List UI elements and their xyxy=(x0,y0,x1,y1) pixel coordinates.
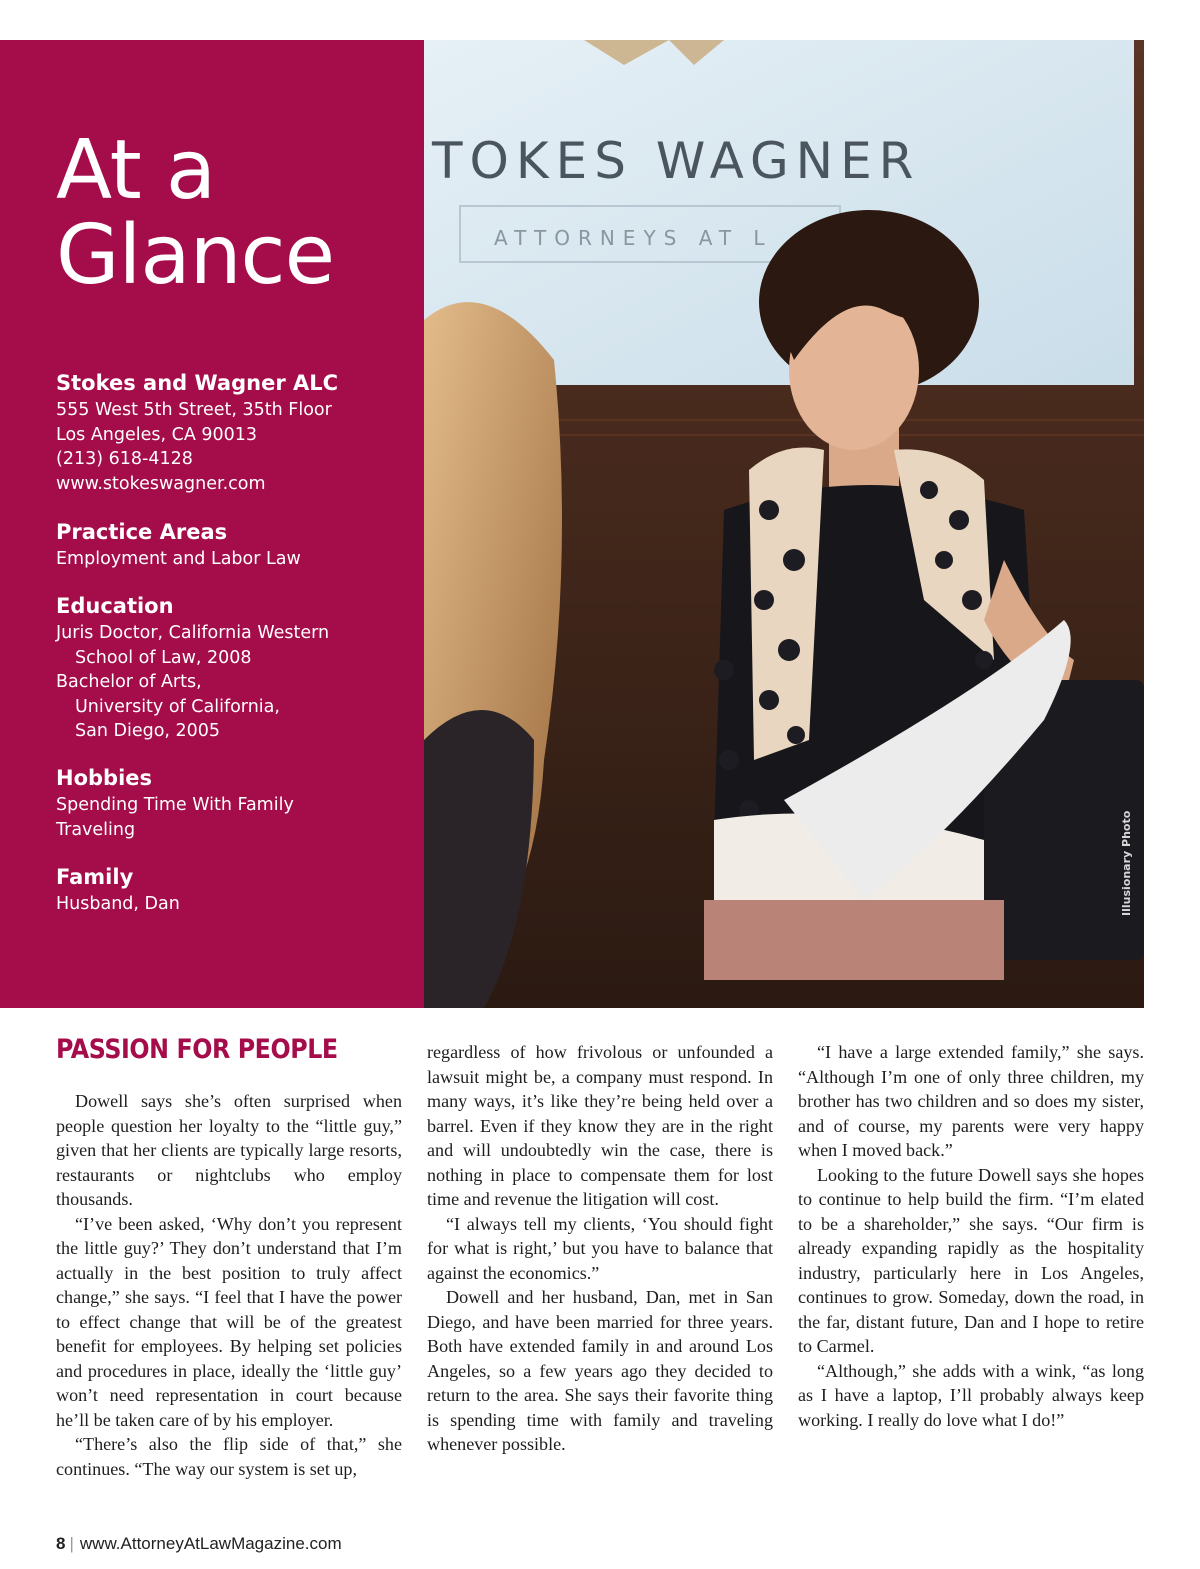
paragraph: “I have a large extended family,” she says. “Although I’m one of only three children, my brother has two children and so does my sister, and of course, my parents were very happy when I moved back.” xyxy=(798,1042,1144,1160)
paragraph: Looking to the future Dowell says she hopes to continue to help build the firm. “I’m elated to be a shareholder,” she says. “Our firm is already expanding rapidly as the hospitality industry, particularly here in Los Angeles, continues to grow. Someday, down the road, in the far, distant future, Dan and I hope to retire to Carmel. xyxy=(798,1164,1144,1356)
education-line: Bachelor of Arts, xyxy=(56,672,202,692)
article-column-2 xyxy=(427,1040,773,1457)
sidebar-heading-line2: Glance xyxy=(56,208,335,303)
sidebar-heading xyxy=(56,123,335,303)
paragraph: Dowell and her husband, Dan, met in San Diego, and have been married for three years. Both have extended family in and around Los Angeles, so a few years ago they decided to return to the area. She says their favorite thing is spending time with family and traveling whenever possible. xyxy=(427,1287,773,1454)
footer-website-link[interactable]: www.AttorneyAtLawMagazine.com xyxy=(79,1534,342,1553)
paragraph: Dowell says she’s often surprised when people question her loyalty to the “little guy,” given that her clients are typically large resorts, restaurants or nightclubs who employ thousands. xyxy=(56,1091,402,1209)
education-line: San Diego, 2005 xyxy=(75,721,221,741)
photo-credit: Illusionary Photo xyxy=(1120,810,1133,916)
practice-areas-value: Employment and Labor Law xyxy=(56,549,301,569)
practice-areas xyxy=(56,519,416,572)
paragraph: “I’ve been asked, ‘Why don’t you represent the little guy?’ They don’t understand that I’m actually in the best position to truly affect change,” she says. “I feel that I have the power to effect change that will be of the greatest benefit for employees. By helping set policies and procedures in place, ideally the ‘little guy’ won’t need representation in court because he’ll be taken care of by his employer. xyxy=(56,1213,402,1430)
firm-address-line1: 555 West 5th Street, 35th Floor xyxy=(56,400,332,420)
paragraph: “Although,” she adds with a wink, “as long as I have a laptop, I’ll probably always keep working. I really do love what I do!” xyxy=(798,1360,1144,1430)
firm-website: www.stokeswagner.com xyxy=(56,473,266,494)
education-line: Juris Doctor, California Western xyxy=(56,623,330,643)
article-column-1 xyxy=(56,1089,402,1481)
education-label: Education xyxy=(56,594,174,618)
hobbies-line: Traveling xyxy=(56,819,136,840)
paragraph: regardless of how frivolous or unfounded a lawsuit might be, a company must respond. In many ways, it’s like they’re being held over a barrel. Even if they know they are in the right and will undoubtedly win the case, there is nothing in place to compensate them for lost time and revenue the litigation will cost. xyxy=(427,1042,773,1209)
education xyxy=(56,593,416,744)
paragraph: “I always tell my clients, ‘You should fight for what is right,’ but you have to balance that against the economics.” xyxy=(427,1213,773,1283)
family-label: Family xyxy=(56,865,134,889)
page-number: 8 xyxy=(56,1534,66,1553)
sidebar-heading-line1: At a xyxy=(56,123,216,218)
footer-separator: | xyxy=(69,1534,74,1553)
firm-name: Stokes and Wagner ALC xyxy=(56,371,339,395)
section-heading: PASSION FOR PEOPLE xyxy=(56,1034,338,1065)
at-a-glance-sidebar xyxy=(0,40,424,1008)
firm-info xyxy=(56,370,416,496)
screen-title: TOKES WAGNER xyxy=(432,132,921,190)
firm-address-line2: Los Angeles, CA 90013 xyxy=(56,424,258,445)
family xyxy=(56,864,416,917)
hobbies-label: Hobbies xyxy=(56,766,153,790)
article-column-3 xyxy=(798,1040,1144,1432)
screen-subtitle: ATTORNEYS AT L xyxy=(494,226,773,250)
education-line: University of California, xyxy=(75,696,280,717)
hobbies xyxy=(56,765,416,842)
practice-areas-label: Practice Areas xyxy=(56,520,228,544)
hobbies-line: Spending Time With Family xyxy=(56,795,294,815)
page-footer xyxy=(56,1534,342,1554)
office-photo xyxy=(424,40,1144,1008)
family-value: Husband, Dan xyxy=(56,894,180,914)
education-line: School of Law, 2008 xyxy=(75,647,252,668)
firm-phone: (213) 618-4128 xyxy=(56,449,193,469)
paragraph: “There’s also the flip side of that,” she continues. “The way our system is set up, xyxy=(56,1434,402,1479)
